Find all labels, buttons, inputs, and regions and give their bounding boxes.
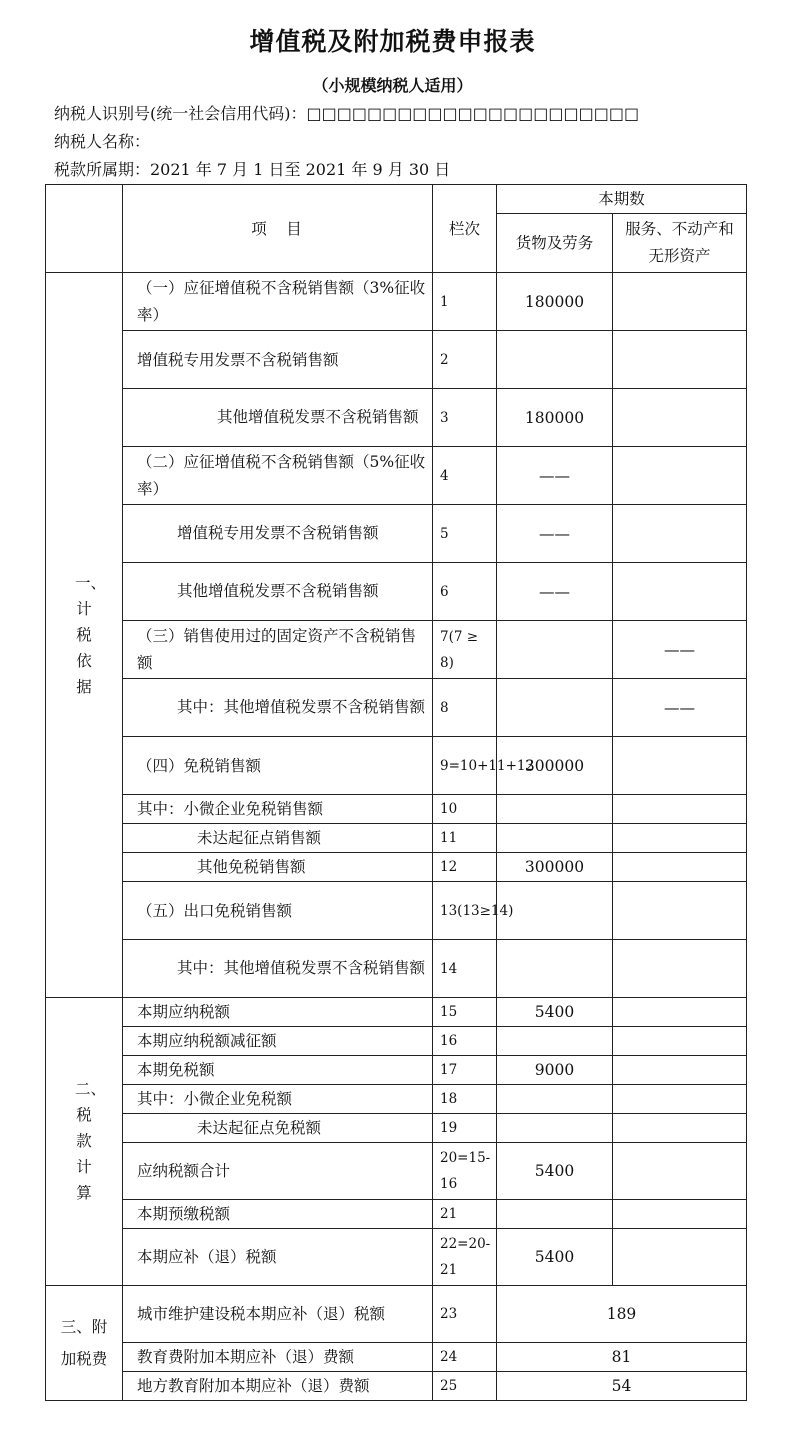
row-item: 其中：小微企业免税销售额 xyxy=(123,795,433,824)
row-goods-value: 300000 xyxy=(497,853,613,882)
tax-period-line: 税款所属期：2021 年 7 月 1 日至 2021 年 9 月 30 日 xyxy=(54,160,451,179)
row-item: （四）免税销售额 xyxy=(123,737,433,795)
row-services-value xyxy=(613,1229,747,1286)
row-column-no: 2 xyxy=(433,331,497,389)
row-item: 其他增值税发票不含税销售额 xyxy=(123,389,433,447)
row-goods-value xyxy=(497,1114,613,1143)
row-item: 增值税专用发票不含税销售额 xyxy=(123,505,433,563)
row-column-no: 22=20-21 xyxy=(433,1229,497,1286)
row-goods-value xyxy=(497,1027,613,1056)
row-goods-value: —— xyxy=(497,563,613,621)
taxpayer-name-line: 纳税人名称： xyxy=(54,132,151,151)
row-column-no: 23 xyxy=(433,1286,497,1343)
row-goods-value xyxy=(497,1085,613,1114)
row-services-value xyxy=(613,737,747,795)
row-item: 其中：小微企业免税额 xyxy=(123,1085,433,1114)
table-row xyxy=(46,1372,747,1401)
row-services-value xyxy=(613,1056,747,1085)
row-goods-value: 300000 xyxy=(497,737,613,795)
row-item: 应纳税额合计 xyxy=(123,1143,433,1200)
row-services-value xyxy=(613,273,747,331)
table-row xyxy=(46,737,747,795)
table-row xyxy=(46,1343,747,1372)
row-services-value xyxy=(613,1114,747,1143)
header-current-period: 本期数 xyxy=(497,185,747,214)
row-item: 其中：其他增值税发票不含税销售额 xyxy=(123,679,433,737)
row-goods-value: 180000 xyxy=(497,389,613,447)
row-column-no: 25 xyxy=(433,1372,497,1401)
table-row xyxy=(46,795,747,824)
table-row xyxy=(46,882,747,940)
row-column-no: 14 xyxy=(433,940,497,998)
table-row xyxy=(46,1056,747,1085)
row-item: 本期免税额 xyxy=(123,1056,433,1085)
section-calc-label: 二、税款计算 xyxy=(46,998,123,1286)
row-goods-value: —— xyxy=(497,505,613,563)
row-goods-value xyxy=(497,882,613,940)
row-goods-value: 5400 xyxy=(497,998,613,1027)
table-row xyxy=(46,505,747,563)
form-subtitle: （小规模纳税人适用） xyxy=(312,76,473,95)
row-column-no: 4 xyxy=(433,447,497,505)
table-row xyxy=(46,998,747,1027)
row-column-no: 15 xyxy=(433,998,497,1027)
row-column-no: 12 xyxy=(433,853,497,882)
row-item: 教育费附加本期应补（退）费额 xyxy=(123,1343,433,1372)
row-item: 未达起征点销售额 xyxy=(123,824,433,853)
row-goods-value xyxy=(497,940,613,998)
table-row xyxy=(46,273,747,331)
row-services-value xyxy=(613,853,747,882)
row-column-no: 13(13≥14) xyxy=(433,882,497,940)
table-row xyxy=(46,1286,747,1343)
header-services-property: 服务、不动产和无形资产 xyxy=(613,214,747,273)
row-column-no: 17 xyxy=(433,1056,497,1085)
row-goods-value xyxy=(497,331,613,389)
header-column-no: 栏次 xyxy=(433,185,497,273)
row-goods-value: 5400 xyxy=(497,1229,613,1286)
row-services-value xyxy=(613,998,747,1027)
row-merged-value: 81 xyxy=(497,1343,747,1372)
row-column-no: 24 xyxy=(433,1343,497,1372)
row-goods-value: 9000 xyxy=(497,1056,613,1085)
row-services-value xyxy=(613,882,747,940)
row-column-no: 5 xyxy=(433,505,497,563)
row-item: （一）应征增值税不含税销售额（3%征收率） xyxy=(123,273,433,331)
row-goods-value: 180000 xyxy=(497,273,613,331)
table-header-row xyxy=(46,185,747,214)
row-services-value: —— xyxy=(613,621,747,679)
row-services-value: —— xyxy=(613,679,747,737)
row-services-value xyxy=(613,447,747,505)
row-services-value xyxy=(613,389,747,447)
row-item: 本期应补（退）税额 xyxy=(123,1229,433,1286)
table-row xyxy=(46,679,747,737)
row-goods-value: —— xyxy=(497,447,613,505)
row-merged-value: 189 xyxy=(497,1286,747,1343)
row-item: 本期应纳税额减征额 xyxy=(123,1027,433,1056)
row-services-value xyxy=(613,1200,747,1229)
table-row xyxy=(46,331,747,389)
table-row xyxy=(46,1085,747,1114)
row-column-no: 9=10+11+12 xyxy=(433,737,497,795)
table-row xyxy=(46,621,747,679)
table-row xyxy=(46,1027,747,1056)
row-goods-value xyxy=(497,795,613,824)
row-services-value xyxy=(613,1143,747,1200)
row-item: 增值税专用发票不含税销售额 xyxy=(123,331,433,389)
table-row xyxy=(46,563,747,621)
row-column-no: 19 xyxy=(433,1114,497,1143)
row-column-no: 11 xyxy=(433,824,497,853)
section-basis-label: 一、计税依据 xyxy=(46,273,123,998)
header-goods-services: 货物及劳务 xyxy=(497,214,613,273)
table-row xyxy=(46,824,747,853)
row-item: 其中：其他增值税发票不含税销售额 xyxy=(123,940,433,998)
row-merged-value: 54 xyxy=(497,1372,747,1401)
row-goods-value xyxy=(497,1200,613,1229)
row-column-no: 1 xyxy=(433,273,497,331)
row-services-value xyxy=(613,505,747,563)
table-row xyxy=(46,1229,747,1286)
row-services-value xyxy=(613,940,747,998)
table-row xyxy=(46,853,747,882)
row-services-value xyxy=(613,1027,747,1056)
row-item: （二）应征增值税不含税销售额（5%征收率） xyxy=(123,447,433,505)
row-column-no: 3 xyxy=(433,389,497,447)
corner-cell xyxy=(46,185,123,273)
header-item: 项 目 xyxy=(123,185,433,273)
row-item: 城市维护建设税本期应补（退）税额 xyxy=(123,1286,433,1343)
row-item: 其他增值税发票不含税销售额 xyxy=(123,563,433,621)
declaration-table xyxy=(45,184,747,1401)
row-column-no: 20=15-16 xyxy=(433,1143,497,1200)
row-column-no: 16 xyxy=(433,1027,497,1056)
section-surcharge-label: 三、附加税费 xyxy=(46,1286,123,1401)
row-column-no: 8 xyxy=(433,679,497,737)
row-services-value xyxy=(613,795,747,824)
row-column-no: 7(7 ≥ 8) xyxy=(433,621,497,679)
row-column-no: 6 xyxy=(433,563,497,621)
row-item: （五）出口免税销售额 xyxy=(123,882,433,940)
row-item: 其他免税销售额 xyxy=(123,853,433,882)
row-column-no: 18 xyxy=(433,1085,497,1114)
row-goods-value xyxy=(497,679,613,737)
table-row xyxy=(46,940,747,998)
row-item: 本期预缴税额 xyxy=(123,1200,433,1229)
row-services-value xyxy=(613,824,747,853)
table-row xyxy=(46,447,747,505)
table-row xyxy=(46,1114,747,1143)
table-row xyxy=(46,1200,747,1229)
row-column-no: 21 xyxy=(433,1200,497,1229)
row-item: 本期应纳税额 xyxy=(123,998,433,1027)
row-services-value xyxy=(613,563,747,621)
row-item: 未达起征点免税额 xyxy=(123,1114,433,1143)
row-item: 地方教育附加本期应补（退）费额 xyxy=(123,1372,433,1401)
row-goods-value xyxy=(497,621,613,679)
row-item: （三）销售使用过的固定资产不含税销售额 xyxy=(123,621,433,679)
table-row xyxy=(46,389,747,447)
form-title: 增值税及附加税费申报表 xyxy=(249,27,536,56)
row-goods-value: 5400 xyxy=(497,1143,613,1200)
row-services-value xyxy=(613,331,747,389)
row-goods-value xyxy=(497,824,613,853)
taxpayer-id-line: 纳税人识别号(统一社会信用代码)：□□□□□□□□□□□□□□□□□□□□□□ xyxy=(54,104,640,123)
row-services-value xyxy=(613,1085,747,1114)
row-column-no: 10 xyxy=(433,795,497,824)
table-row xyxy=(46,1143,747,1200)
